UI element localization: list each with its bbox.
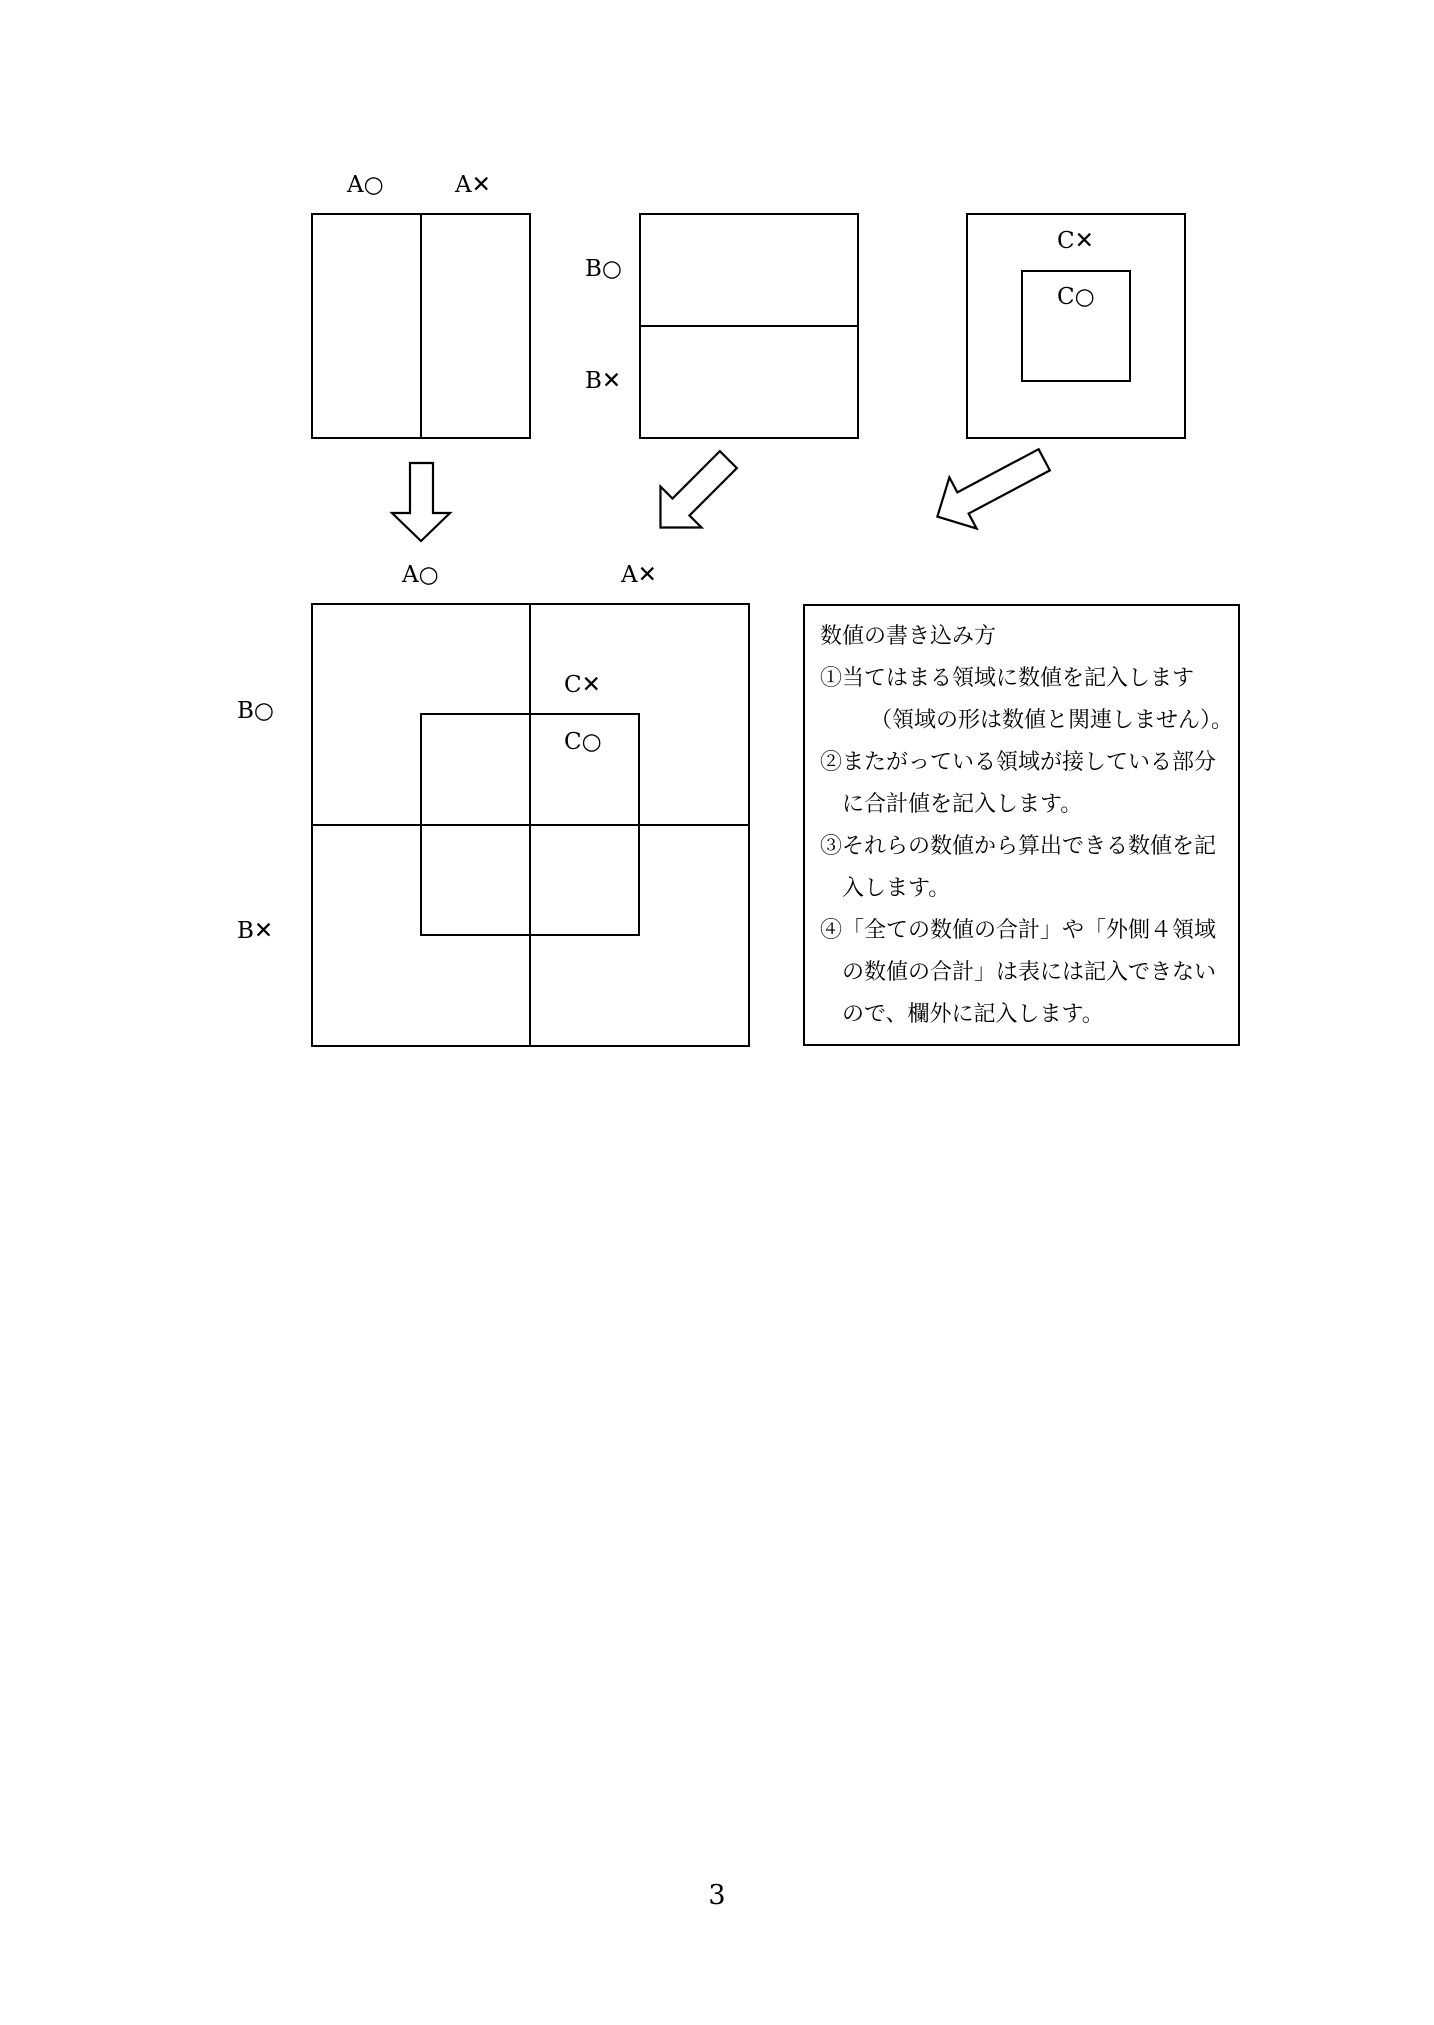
diagram-a-no-label: A✕ bbox=[455, 172, 491, 198]
instructions-step-1-note: （領域の形は数値と関連しません）。 bbox=[870, 708, 1234, 733]
instructions-step-2: ②またがっている領域が接している部分に合計値を記入します。 bbox=[820, 750, 1217, 817]
instructions-step-4: ④「全ての数値の合計」や「外側４領域の数値の合計」は表には記入できないので、欄外に記入します。 bbox=[820, 918, 1217, 1027]
arrow-down-left-icon bbox=[640, 439, 749, 548]
instructions-step-1: ①当てはまる領域に数値を記入します bbox=[820, 666, 1195, 691]
diagram-a bbox=[312, 172, 530, 438]
combined-c-no-label: C✕ bbox=[564, 672, 601, 698]
arrow-down-icon bbox=[392, 463, 450, 541]
combined-diagram bbox=[237, 562, 749, 1046]
diagram-c-yes-label: C○ bbox=[1057, 284, 1095, 310]
combined-b-no-label: B✕ bbox=[237, 918, 274, 944]
diagram-b-no-label: B✕ bbox=[585, 368, 622, 394]
diagram-c-no-label: C✕ bbox=[1057, 228, 1094, 254]
page-number: 3 bbox=[708, 1880, 726, 1911]
arrow-diagonal-left-icon bbox=[924, 434, 1058, 542]
combined-a-yes-label: A○ bbox=[402, 562, 439, 588]
combined-b-yes-label: B○ bbox=[237, 698, 274, 724]
diagram-b-yes-label: B○ bbox=[585, 256, 622, 282]
combined-c-yes-label: C○ bbox=[564, 729, 602, 755]
instructions-heading: 数値の書き込み方 bbox=[820, 624, 997, 649]
diagram-c bbox=[967, 214, 1185, 438]
instructions-box bbox=[803, 604, 1240, 1046]
instructions-step-3: ③それらの数値から算出できる数値を記入します。 bbox=[820, 834, 1217, 901]
diagram-b bbox=[585, 214, 858, 438]
diagram-a-yes-label: A○ bbox=[347, 172, 384, 198]
combined-a-no-label: A✕ bbox=[621, 562, 657, 588]
